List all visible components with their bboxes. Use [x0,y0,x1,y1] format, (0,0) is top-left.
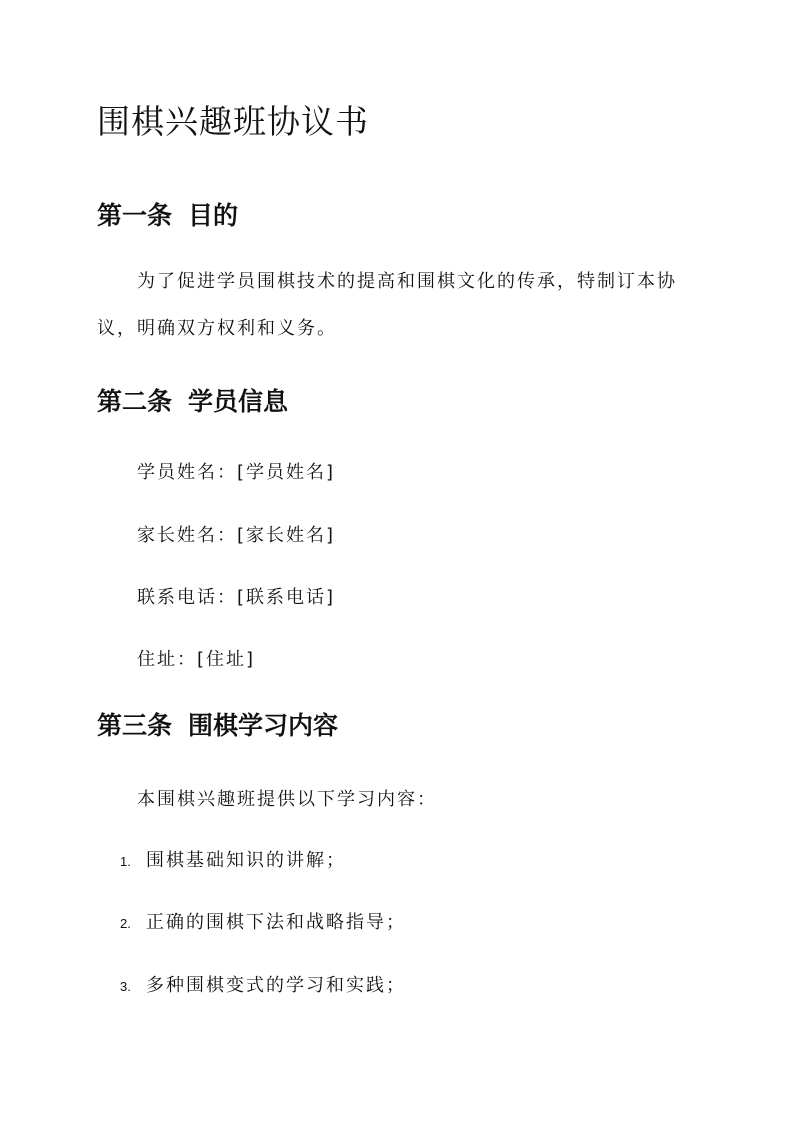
section-2-heading [97,382,288,418]
field-address: 住址：[住址] [137,649,256,670]
list-item [120,971,406,997]
list-item-number: 2. [120,916,131,931]
list-item [120,908,406,934]
section-2-title: 学员信息 [188,387,289,416]
section-2-number: 第二条 [97,387,173,416]
list-item-text: 围棋基础知识的讲解； [146,850,346,871]
field-parent-name: 家长姓名：[家长姓名] [137,525,336,546]
list-item-number: 3. [120,979,131,994]
section-1-heading [97,196,238,232]
section-3-title: 围棋学习内容 [188,711,339,740]
list-item-text: 多种围棋变式的学习和实践； [146,975,406,996]
section-1-title: 目的 [188,201,239,230]
list-item [120,846,346,872]
field-phone: 联系电话：[联系电话] [137,587,336,608]
list-item-number: 1. [120,854,131,869]
section-1-number: 第一条 [97,201,173,230]
section-3-intro: 本围棋兴趣班提供以下学习内容： [137,789,437,810]
list-item-text: 正确的围棋下法和战略指导； [146,912,406,933]
field-student-name: 学员姓名：[学员姓名] [137,462,336,483]
section-1-paragraph: 为了促进学员围棋技术的提高和围棋文化的传承，特制订本协议，明确双方权利和义务。 [97,271,677,339]
document-title: 围棋兴趣班协议书 [97,102,369,141]
section-3-number: 第三条 [97,711,173,740]
section-3-heading [97,706,338,742]
